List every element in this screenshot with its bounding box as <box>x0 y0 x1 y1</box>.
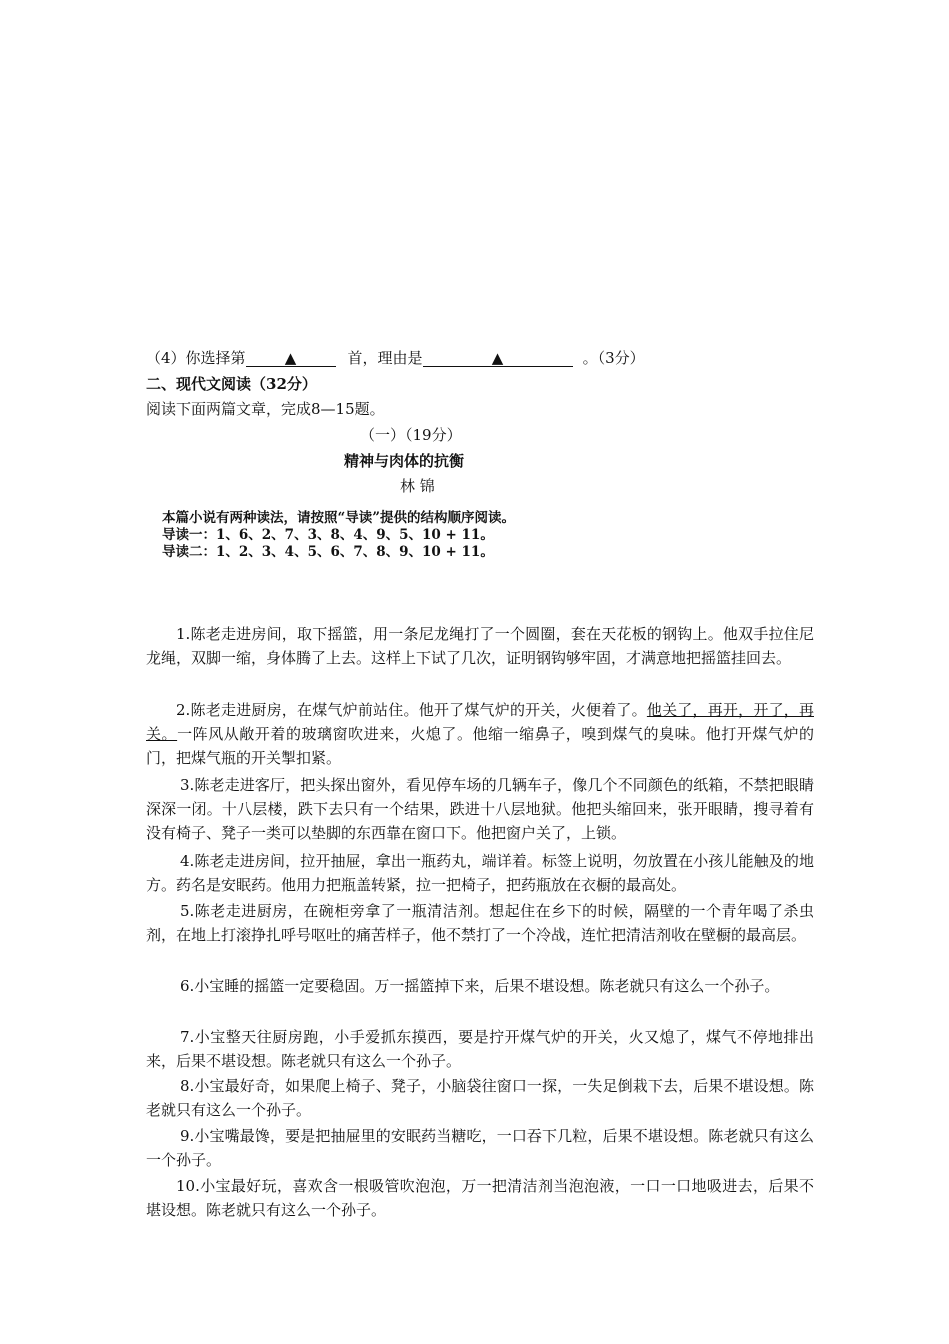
paragraph-5: 5.陈老走进厨房，在碗柜旁拿了一瓶清洁剂。想起住在乡下的时候，隔壁的一个青年喝了杀虫剂，在地上打滚挣扎呼号呕吐的痛苦样子，他不禁打了一个冷战，连忙把清洁剂收在壁橱的最高层。 <box>146 902 814 944</box>
guide-two: 导读二：1、2、3、4、5、6、7、8、9、10 + 11。 <box>162 544 494 560</box>
paragraph-2-text-a: 2.陈老走进厨房，在煤气炉前站住。他开了煤气炉的开关，火便着了。 <box>176 701 647 719</box>
article-title: 精神与肉体的抗衡 <box>344 452 465 470</box>
paragraph-2-underlined: 他关了，再开，开了，再关。 <box>146 701 814 743</box>
paragraph-4: 4.陈老走进房间，拉开抽屉，拿出一瓶药丸，端详着。标签上说明，勿放置在小孩儿能触及的地方。药名是安眠药。他用力把瓶盖转紧，拉一把椅子，把药瓶放在衣橱的最高处。 <box>146 852 814 894</box>
guide-intro: 本篇小说有两种读法，请按照“导读”提供的结构顺序阅读。 <box>162 510 516 526</box>
paragraph-1: 1.陈老走进房间，取下摇篮，用一条尼龙绳打了一个圆圈，套在天花板的钢钩上。他双手拉住尼龙绳，双脚一缩，身体腾了上去。这样上下试了几次，证明钢钩够牢固，才满意地把摇篮挂回去。 <box>146 625 814 667</box>
question-4-middle: 首，理由是 <box>347 349 423 367</box>
paragraph-8: 8.小宝最好奇，如果爬上椅子、凳子，小脑袋往窗口一探，一失足倒栽下去，后果不堪设想。陈老就只有这么一个孙子。 <box>146 1077 814 1119</box>
triangle-marker: ▲ <box>284 349 297 367</box>
guide-one: 导读一：1、6、2、7、3、8、4、9、5、10 + 11。 <box>162 527 494 543</box>
triangle-marker: ▲ <box>491 349 504 367</box>
question-4-line <box>146 348 645 368</box>
paragraph-7: 7.小宝整天往厨房跑，小手爱抓东摸西，要是拧开煤气炉的开关，火又熄了，煤气不停地排出来，后果不堪设想。陈老就只有这么一个孙子。 <box>146 1028 814 1070</box>
paragraph-2-text-b: 一阵风从敞开着的玻璃窗吹进来，火熄了。他缩一缩鼻子，嗅到煤气的臭味。他打开煤气炉的门，把煤气瓶的开关掣扣紧。 <box>146 725 814 767</box>
paragraph-6: 6.小宝睡的摇篮一定要稳固。万一摇篮掉下来，后果不堪设想。陈老就只有这么一个孙子。 <box>180 977 780 995</box>
section-heading: 二、现代文阅读（32分） <box>146 375 317 393</box>
answer-blank-reason[interactable] <box>423 350 573 367</box>
paragraph-9: 9.小宝嘴最馋，要是把抽屉里的安眠药当糖吃，一口吞下几粒，后果不堪设想。陈老就只有这么一个孙子。 <box>146 1127 814 1169</box>
article-part-label: （一）（19分） <box>360 426 462 444</box>
question-4-suffix: 。（3分） <box>582 349 645 367</box>
answer-blank-poem-number[interactable] <box>246 350 336 367</box>
article-author: 林 锦 <box>400 477 435 495</box>
question-4-prefix: （4）你选择第 <box>146 349 246 367</box>
section-instruction: 阅读下面两篇文章，完成8—15题。 <box>146 400 385 418</box>
paragraph-2 <box>146 698 814 770</box>
paragraph-10: 10.小宝最好玩，喜欢含一根吸管吹泡泡，万一把清洁剂当泡泡液，一口一口地吸进去，后果不堪设想。陈老就只有这么一个孙子。 <box>146 1177 814 1219</box>
paragraph-3: 3.陈老走进客厅，把头探出窗外，看见停车场的几辆车子，像几个不同颜色的纸箱，不禁把眼睛深深一闭。十八层楼，跌下去只有一个结果，跌进十八层地狱。他把头缩回来，张开眼睛，搜寻着有没有椅子、凳子一类可以垫脚的东西靠在窗口下。他把窗户关了，上锁。 <box>146 776 814 842</box>
